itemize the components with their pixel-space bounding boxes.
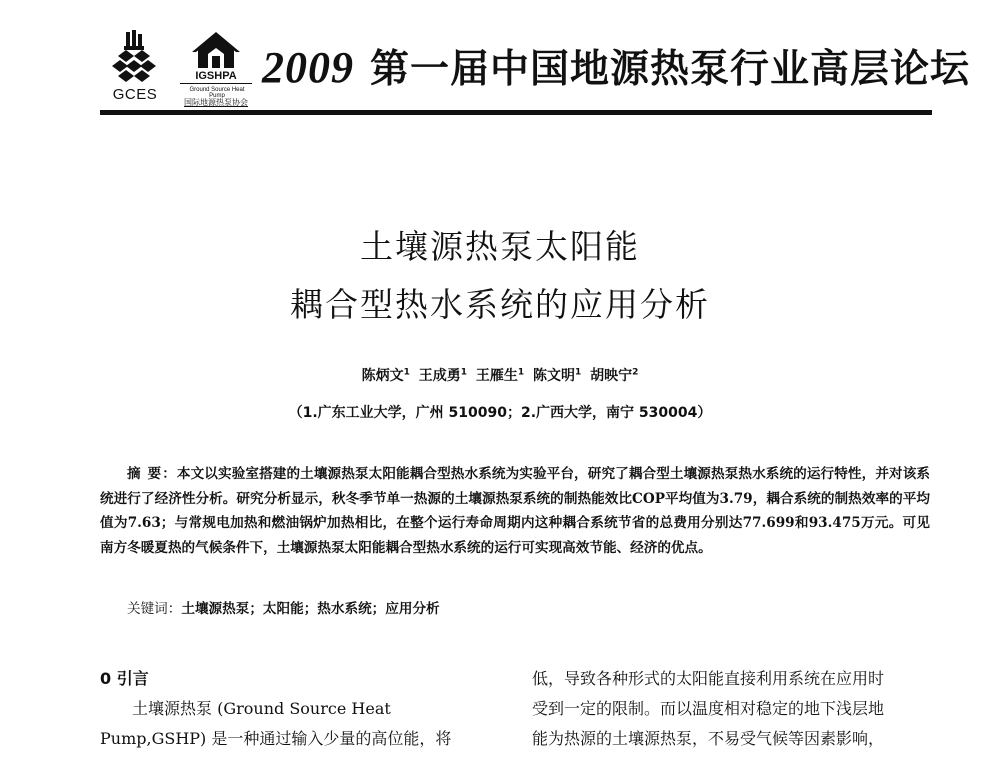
body-column-left bbox=[100, 664, 500, 754]
body-text-line: 受到一定的限制。而以温度相对稳定的地下浅层地 bbox=[532, 699, 885, 718]
page-header bbox=[0, 0, 1000, 120]
gces-emblem-icon bbox=[108, 30, 160, 84]
abstract bbox=[100, 462, 930, 560]
abstract-text: 本文以实验室搭建的土壤源热泵太阳能耦合型热水系统为实验平台，研究了耦合型土壤源热泵热水系统的运行特性，并对该系统进行了经济性分析。研究分析显示，秋冬季节单一热源的土壤源热泵系统的制热能效比COP平均值为3.79，耦合系统的制热效率的平均值为7.63；与常规电加热和燃油锅炉加热相比，在整个运行寿命周期内这种耦合系统节省的总费用分别达77.699和93.475万元。可见南方冬暖夏热的气候条件下，土壤源热泵太阳能耦合型热水系统的运行可实现高效节能、经济的优点。 bbox=[100, 466, 931, 556]
gces-logo-text: GCES bbox=[112, 86, 158, 103]
keywords bbox=[127, 597, 440, 617]
forum-year: 2009 bbox=[262, 43, 354, 92]
igshpa-emblem-icon bbox=[190, 30, 242, 70]
abstract-label: 摘 要： bbox=[127, 466, 177, 482]
igshpa-logo bbox=[178, 30, 254, 108]
author: 王成勇$^1$ bbox=[418, 367, 467, 384]
body-text-line: 能为热源的土壤源热泵，不易受气候等因素影响， bbox=[532, 729, 885, 748]
author: 陈文明$^1$ bbox=[533, 367, 582, 384]
paper-title bbox=[0, 218, 1000, 334]
keywords-text: 土壤源热泵；太阳能；热水系统；应用分析 bbox=[181, 601, 440, 617]
keywords-label: 关键词： bbox=[127, 601, 182, 617]
igshpa-logo-chinese: 国际地源热泵协会 bbox=[184, 98, 248, 107]
igshpa-logo-subtext: Ground Source Heat Pump bbox=[189, 87, 245, 99]
body-text-line: Pump,GSHP) 是一种通过输入少量的高位能，将 bbox=[100, 729, 452, 748]
gces-logo bbox=[100, 30, 170, 108]
body-text-line: 土壤源热泵 (Ground Source Heat bbox=[132, 699, 391, 718]
body-column-right bbox=[532, 664, 932, 754]
section-heading-introduction: 0 引言 bbox=[100, 669, 149, 688]
paper-title-line-2: 耦合型热水系统的应用分析 bbox=[290, 285, 710, 324]
igshpa-logo-text: IGSHPA bbox=[180, 70, 252, 84]
author-list bbox=[0, 365, 1000, 385]
author-affiliation: （1.广东工业大学，广州 510090；2.广西大学，南宁 530004） bbox=[288, 405, 712, 421]
author: 陈炳文$^1$ bbox=[361, 367, 410, 384]
header-divider bbox=[100, 110, 932, 115]
paper-title-line-1: 土壤源热泵太阳能 bbox=[360, 227, 640, 266]
author: 王雁生$^1$ bbox=[475, 367, 525, 384]
forum-name: 第一届中国地源热泵行业高层论坛 bbox=[370, 46, 971, 92]
author: 胡映宁$^2$ bbox=[590, 367, 639, 384]
body-text-line: 低，导致各种形式的太阳能直接利用系统在应用时 bbox=[532, 669, 885, 688]
forum-title bbox=[262, 38, 970, 94]
